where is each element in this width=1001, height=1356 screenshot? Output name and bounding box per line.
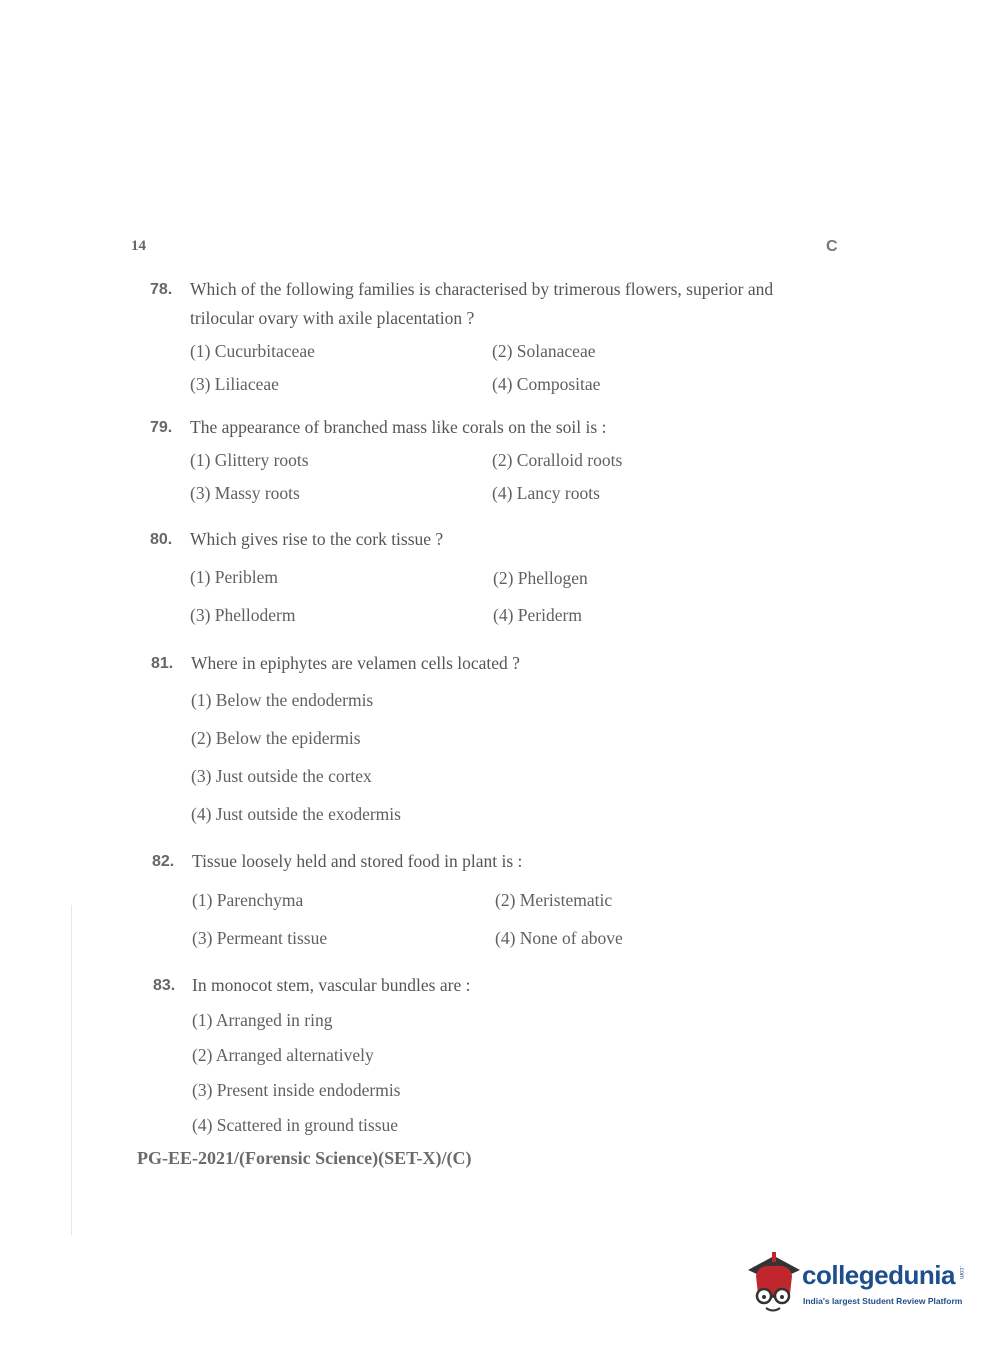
option-1: (1) Arranged in ring	[192, 1010, 333, 1030]
option-1: (1) Glittery roots	[190, 450, 309, 470]
option-2: (2) Coralloid roots	[492, 450, 623, 470]
question-number: 83.	[153, 977, 176, 994]
question-text: The appearance of branched mass like corals on the soil is :	[190, 417, 607, 437]
option-4: (4) Scattered in ground tissue	[192, 1115, 399, 1135]
question-number: 81.	[151, 655, 174, 672]
option-3: (3) Just outside the cortex	[191, 766, 372, 786]
set-code: C	[826, 238, 838, 255]
option-1: (1) Periblem	[190, 567, 278, 587]
option-2: (2) Meristematic	[495, 890, 613, 910]
page-number: 14	[131, 238, 146, 254]
paper-code-footer: PG-EE-2021/(Forensic Science)(SET-X)/(C)	[137, 1148, 472, 1168]
question-number: 82.	[152, 853, 175, 870]
question-text: Which of the following families is characterised by trimerous flowers, superior and	[190, 279, 774, 299]
mascot-icon	[744, 1250, 804, 1318]
question-number: 80.	[150, 531, 173, 548]
option-2: (2) Phellogen	[493, 568, 588, 588]
option-2: (2) Below the epidermis	[191, 728, 361, 748]
brand-name: collegedunia	[802, 1260, 955, 1290]
question-number: 79.	[150, 419, 173, 436]
option-3: (3) Liliaceae	[190, 374, 279, 394]
brand-suffix: .com	[958, 1266, 964, 1280]
question-text: Where in epiphytes are velamen cells located ?	[191, 653, 520, 673]
option-4: (4) Periderm	[493, 605, 582, 625]
option-4: (4) Lancy roots	[492, 483, 600, 503]
option-4: (4) Compositae	[492, 374, 601, 394]
brand-tagline: India's largest Student Review Platform	[803, 1296, 963, 1306]
option-4: (4) Just outside the exodermis	[191, 804, 401, 824]
question-text: Tissue loosely held and stored food in plant is :	[192, 851, 523, 871]
question-number: 78.	[150, 281, 173, 298]
option-3: (3) Permeant tissue	[192, 928, 328, 948]
question-text-continued: trilocular ovary with axile placentation ?	[190, 308, 475, 328]
option-3: (3) Phelloderm	[190, 605, 296, 625]
option-1: (1) Below the endodermis	[191, 690, 374, 710]
option-1: (1) Cucurbitaceae	[190, 341, 315, 361]
question-text: In monocot stem, vascular bundles are :	[192, 975, 471, 995]
scan-margin-line	[71, 905, 72, 1235]
option-1: (1) Parenchyma	[192, 890, 304, 910]
option-4: (4) None of above	[495, 928, 623, 948]
question-text: Which gives rise to the cork tissue ?	[190, 529, 444, 549]
option-3: (3) Massy roots	[190, 483, 300, 503]
collegedunia-watermark	[744, 1250, 969, 1320]
option-2: (2) Arranged alternatively	[192, 1045, 374, 1065]
option-2: (2) Solanaceae	[492, 341, 596, 361]
option-3: (3) Present inside endodermis	[192, 1080, 401, 1100]
